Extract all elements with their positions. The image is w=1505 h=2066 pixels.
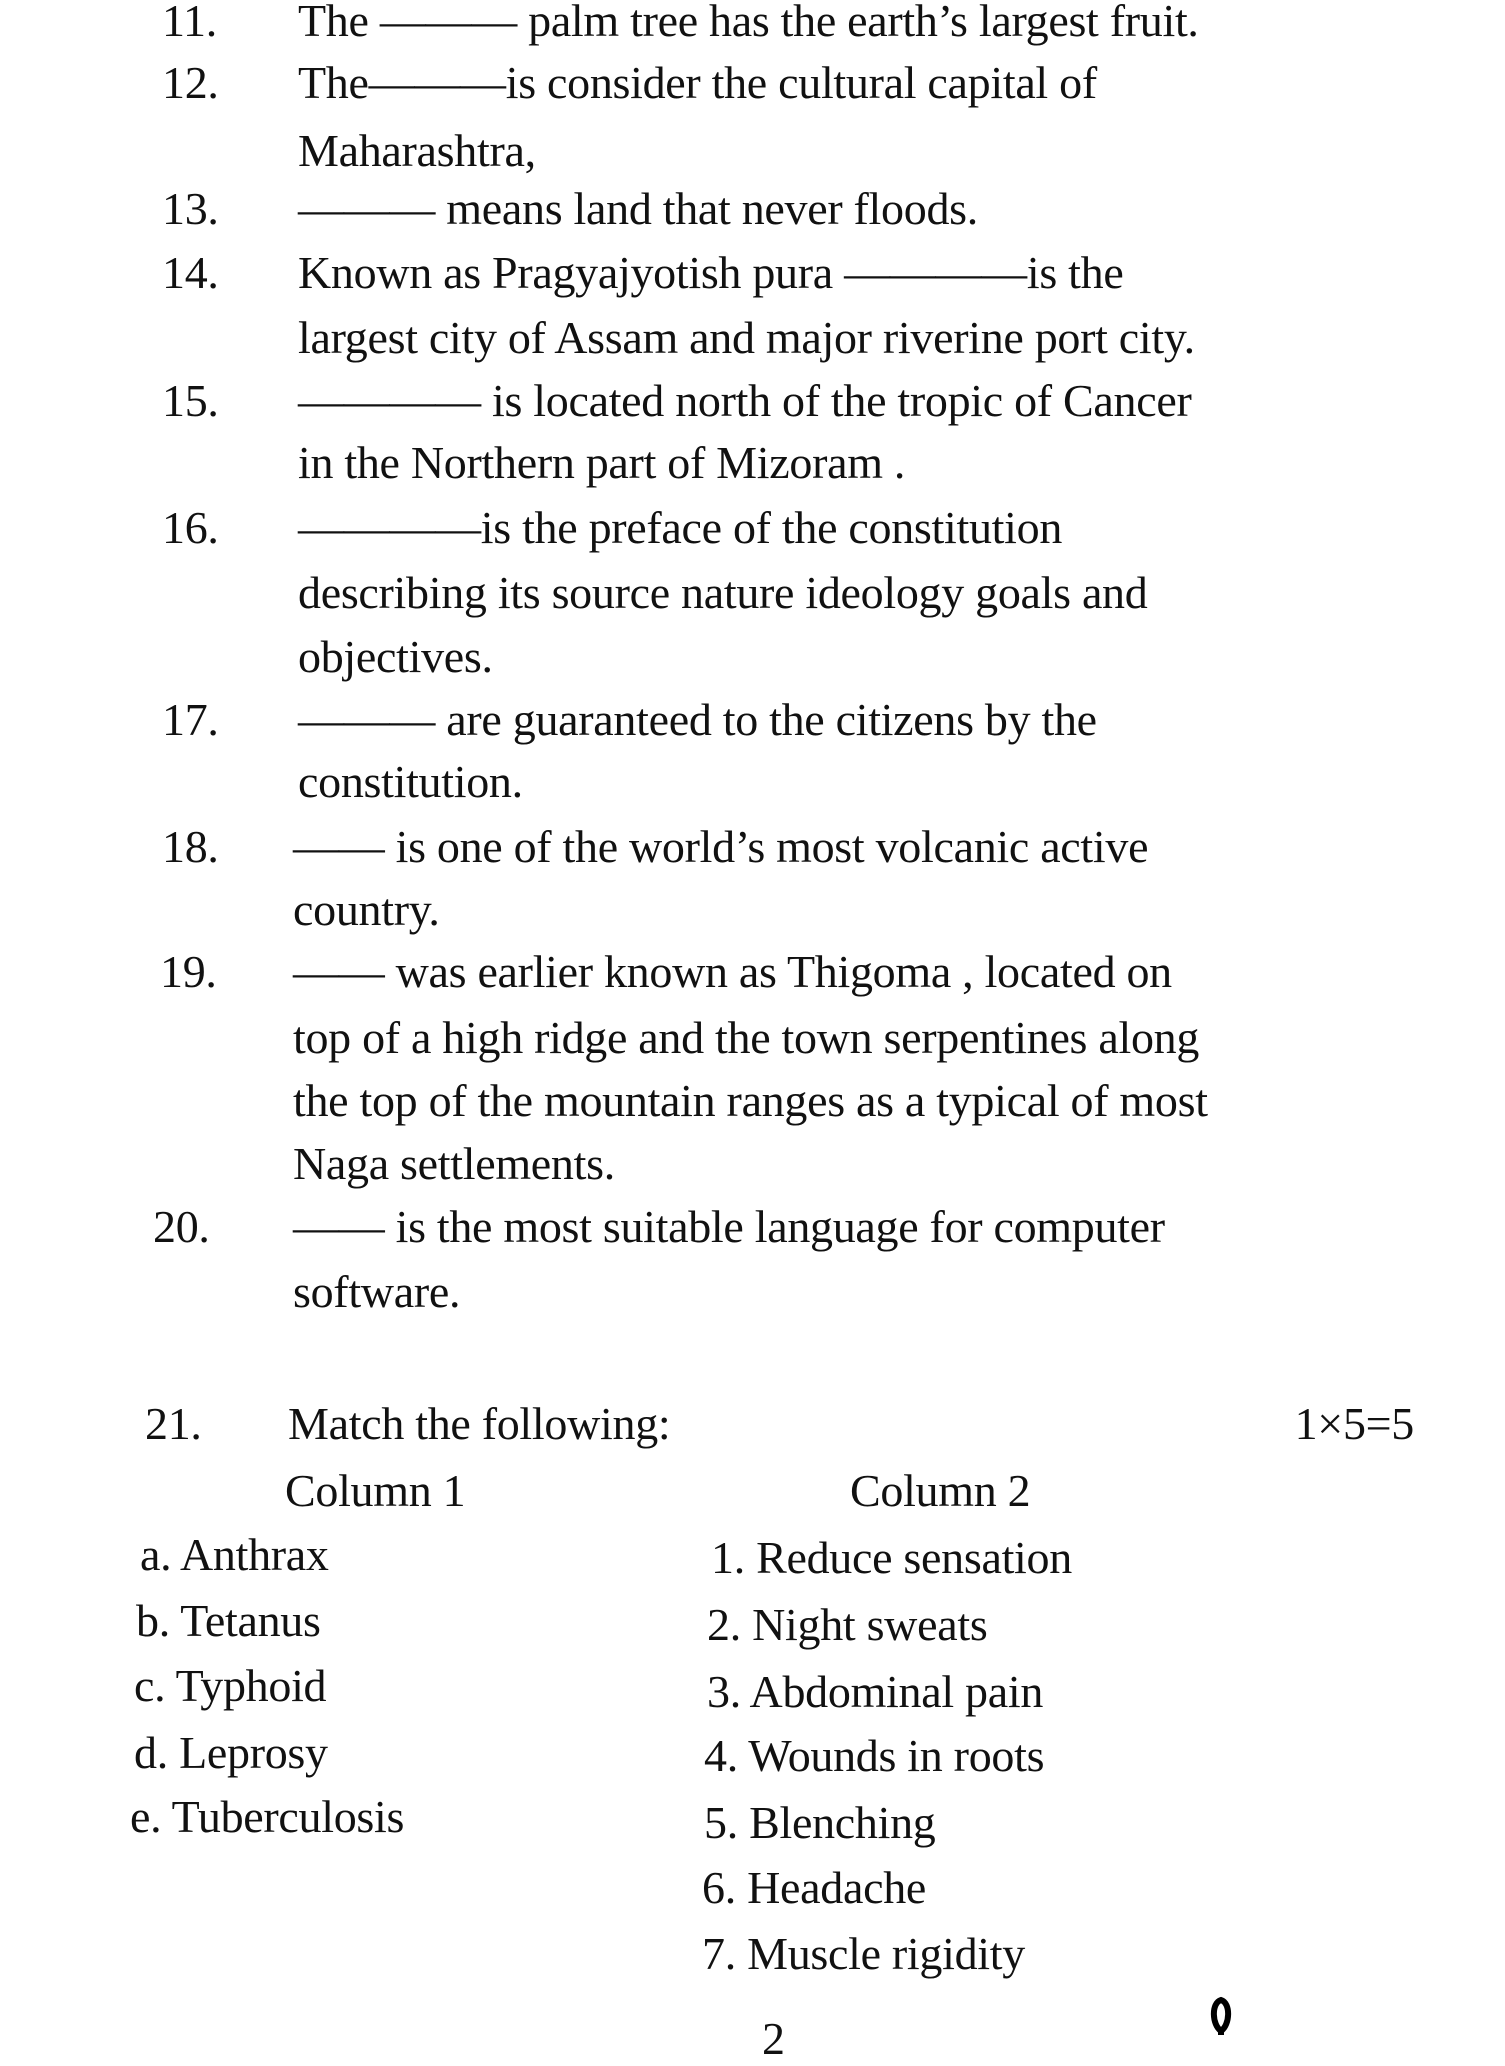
question-text-line: The ——— palm tree has the earth’s largest fruit.: [298, 0, 1199, 46]
question-text-line: ——— are guaranteed to the citizens by the: [298, 694, 1097, 745]
column-1-item: a. Anthrax: [140, 1529, 329, 1580]
question-text-line: constitution.: [298, 756, 523, 807]
column-1-header: Column 1: [285, 1465, 466, 1516]
match-title: Match the following:: [288, 1398, 671, 1449]
question-text-line: the top of the mountain ranges as a typical of most: [293, 1075, 1208, 1126]
question-number: 12.: [162, 57, 219, 108]
question-number: 13.: [162, 183, 219, 234]
column-2-header: Column 2: [850, 1465, 1031, 1516]
question-number: 11.: [162, 0, 217, 46]
column-2-item: 3. Abdominal pain: [707, 1666, 1044, 1717]
question-text-line: top of a high ridge and the town serpentines along: [293, 1012, 1200, 1063]
question-text-line: largest city of Assam and major riverine port city.: [298, 312, 1195, 363]
page-number: 2: [762, 2013, 785, 2064]
column-2-item: 2. Night sweats: [707, 1599, 988, 1650]
question-text-line: —— is the most suitable language for computer: [293, 1201, 1165, 1252]
question-text-line: describing its source nature ideology goals and: [298, 567, 1148, 618]
question-text-line: in the Northern part of Mizoram .: [298, 437, 906, 488]
question-number: 15.: [162, 375, 219, 426]
question-number: 16.: [162, 502, 219, 553]
question-number: 14.: [162, 247, 219, 298]
column-2-item: 6. Headache: [702, 1862, 927, 1913]
question-text-line: ————is the preface of the constitution: [298, 502, 1063, 553]
column-2-item: 4. Wounds in roots: [704, 1730, 1045, 1781]
column-1-item: c. Typhoid: [134, 1660, 327, 1711]
question-number: 17.: [162, 694, 219, 745]
question-text-line: Known as Pragyajyotish pura ————is the: [298, 247, 1124, 298]
question-text-line: The———is consider the cultural capital of: [298, 57, 1097, 108]
question-text-line: objectives.: [298, 631, 493, 682]
column-1-item: b. Tetanus: [136, 1595, 321, 1646]
handwritten-mark-icon: [1208, 1995, 1234, 2035]
question-text-line: country.: [293, 884, 440, 935]
question-number: 20.: [153, 1201, 210, 1252]
column-2-item: 1. Reduce sensation: [711, 1532, 1072, 1583]
question-text-line: Naga settlements.: [293, 1138, 615, 1189]
column-1-item: e. Tuberculosis: [130, 1791, 405, 1842]
question-number: 18.: [162, 821, 219, 872]
question-text-line: Maharashtra,: [298, 125, 536, 176]
column-2-item: 7. Muscle rigidity: [702, 1928, 1025, 1979]
marks-label: 1×5=5: [1294, 1398, 1414, 1449]
question-text-line: software.: [293, 1266, 461, 1317]
question-text-line: —— was earlier known as Thigoma , located on: [293, 946, 1172, 997]
question-number: 21.: [145, 1398, 202, 1449]
question-text-line: ———— is located north of the tropic of Cancer: [298, 375, 1192, 426]
column-1-item: d. Leprosy: [134, 1727, 328, 1778]
question-text-line: ——— means land that never floods.: [298, 183, 978, 234]
question-number: 19.: [160, 946, 217, 997]
question-text-line: —— is one of the world’s most volcanic active: [293, 821, 1149, 872]
column-2-item: 5. Blenching: [704, 1797, 936, 1848]
